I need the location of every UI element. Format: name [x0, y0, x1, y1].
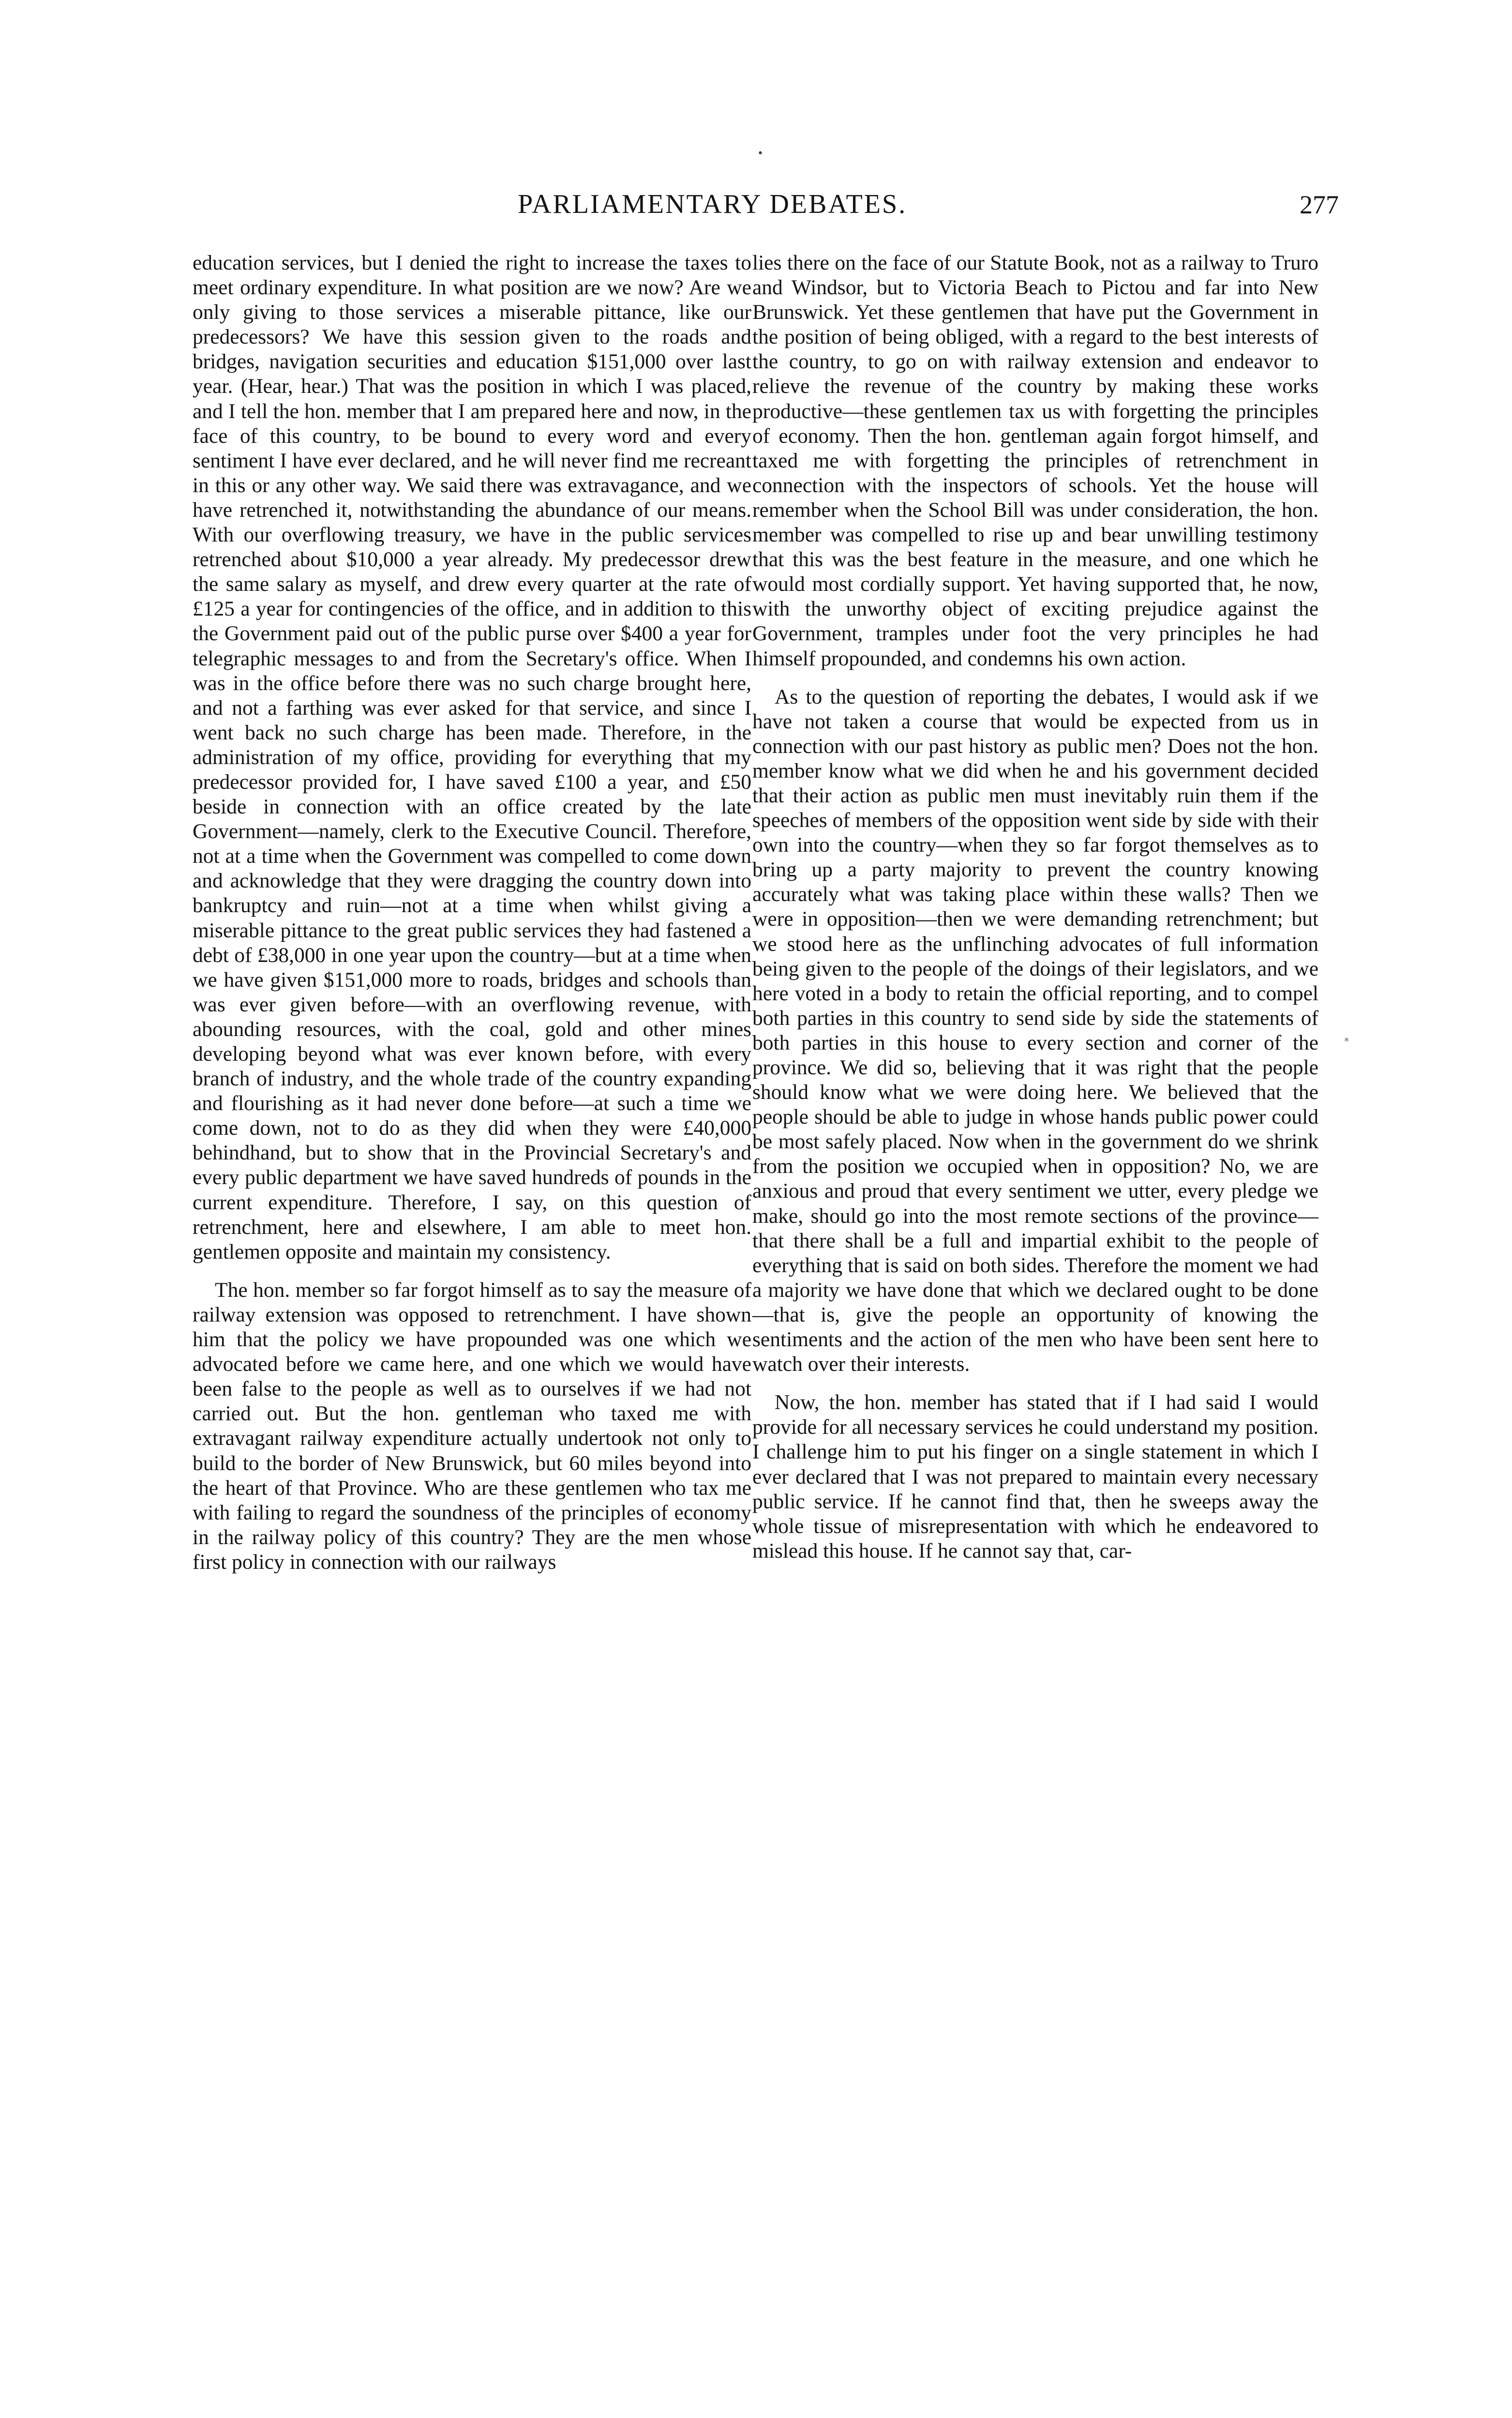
page-number: 277: [1300, 190, 1339, 219]
right-column: [752, 251, 1318, 1563]
margin-mark: *: [1344, 1036, 1349, 1047]
running-title: PARLIAMENTARY DEBATES.: [518, 189, 907, 219]
top-dot-mark: •: [757, 148, 763, 160]
right-paragraph-1: lies there on the face of our Statute Book, not as a railway to Truro and Windsor, but to Victoria Beach to Pictou and far into New Brunswick. Yet these gentlemen that have put the Government in the position of being obliged, with a regard to the best interests of the country, to go on with railway extension and endeavor to relieve the revenue of the country by making these works productive—these gentlemen tax us with forgetting the principles of economy. Then the hon. gentleman again forgot himself, and taxed me with forgetting the principles of retrenchment in connection with the inspectors of schools. Yet the house will remember when the School Bill was under consideration, the hon. member was compelled to rise up and bear unwilling testimony that this was the best feature in the measure, and one which he would most cordially support. Yet having supported that, he now, with the unworthy object of exciting prejudice against the Government, tramples under foot the very principles he had himself propounded, and condemns his own action.: [752, 251, 1318, 670]
right-paragraph-3: Now, the hon. member has stated that if I had said I would provide for all necessary services he could understand my position. I challenge him to put his finger on a single statement in which I ever declared that I was not prepared to maintain every necessary public service. If he cannot find that, then he sweeps away the whole tissue of misrepresentation with which he endeavored to mislead this house. If he cannot say that, car-: [752, 1391, 1318, 1562]
left-column: [193, 251, 751, 1575]
right-paragraph-2: As to the question of reporting the debates, I would ask if we have not taken a course that would be expected from us in connection with our past history as public men? Does not the hon. member know what we did when he and his government decided that their action as public men must inevitably ruin them if the speeches of members of the opposition went side by side with their own into the country—when they so far forgot themselves as to bring up a party majority to prevent the country knowing accurately what was taking place within these walls? Then we were in opposition—then we were demanding retrenchment; but we stood here as the unflinching advocates of full information being given to the people of the doings of their legislators, and we here voted in a body to retain the official reporting, and to compel both parties in this country to send side by side the statements of both parties in this house to every section and corner of the province. We did so, believing that it was right that the people should know what we were doing here. We believed that the people should be able to judge in whose hands public power could be most safely placed. Now when in the government do we shrink from the position we occupied when in opposition? No, we are anxious and proud that every sentiment we utter, every pledge we make, should go into the most remote sections of the province—that there shall be a full and impartial exhibit to the people of everything that is said on both sides. Therefore the moment we had a majority we have done that which we declared ought to be done—that is, give the people an opportunity of knowing the sentiments and the action of the men who have been sent here to watch over their interests.: [752, 685, 1318, 1376]
left-paragraph-1: education services, but I denied the right to increase the taxes to meet ordinary expenditure. In what position are we now? Are we only giving to those services a miserable pittance, like our predecessors? We have this session given to the roads and bridges, navigation securities and education $151,000 over last year. (Hear, hear.) That was the position in which I was placed, and I tell the hon. member that I am prepared here and now, in the face of this country, to be bound to every word and every sentiment I have ever declared, and he will never find me recreant in this or any other way. We said there was extravagance, and we have retrenched it, notwithstanding the abundance of our means. With our overflowing treasury, we have in the public services retrenched about $10,000 a year already. My predecessor drew the same salary as myself, and drew every quarter at the rate of £125 a year for contingencies of the office, and in addition to this the Government paid out of the public purse over $400 a year for telegraphic messages to and from the Secretary's office. When I was in the office before there was no such charge brought here, and not a farthing was ever asked for that service, and since I went back no such charge has been made. Therefore, in the administration of my office, providing for everything that my predecessor provided for, I have saved £100 a year, and £50 beside in connection with an office created by the late Government—namely, clerk to the Executive Council. Therefore, not at a time when the Government was compelled to come down and acknowledge that they were dragging the country down into bankruptcy and ruin—not at a time when whilst giving a miserable pittance to the great public services they had fastened a debt of £38,000 in one year upon the country—but at a time when we have given $151,000 more to roads, bridges and schools than was ever given before—with an overflowing revenue, with abounding resources, with the coal, gold and other mines developing beyond what was ever known before, with every branch of industry, and the whole trade of the country expanding and flourishing as it had never done before—at such a time we come down, not to do as they did when they were £40,000 behindhand, but to show that in the Provincial Secretary's and every public department we have saved hundreds of pounds in the current expenditure. Therefore, I say, on this question of retrenchment, here and elsewhere, I am able to meet hon. gentlemen opposite and maintain my consistency.: [193, 251, 751, 1263]
left-paragraph-2: The hon. member so far forgot himself as to say the measure of railway extension was opposed to retrenchment. I have shown him that the policy we have propounded was one which we advocated before we came here, and one which we would have been false to the people as well as to ourselves if we had not carried out. But the hon. gentleman who taxed me with extravagant railway expenditure actually undertook not only to build to the border of New Brunswick, but 60 miles beyond into the heart of that Province. Who are these gentlemen who tax me with failing to regard the soundness of the principles of economy in the railway policy of this country? They are the men whose first policy in connection with our railways: [193, 1278, 751, 1574]
